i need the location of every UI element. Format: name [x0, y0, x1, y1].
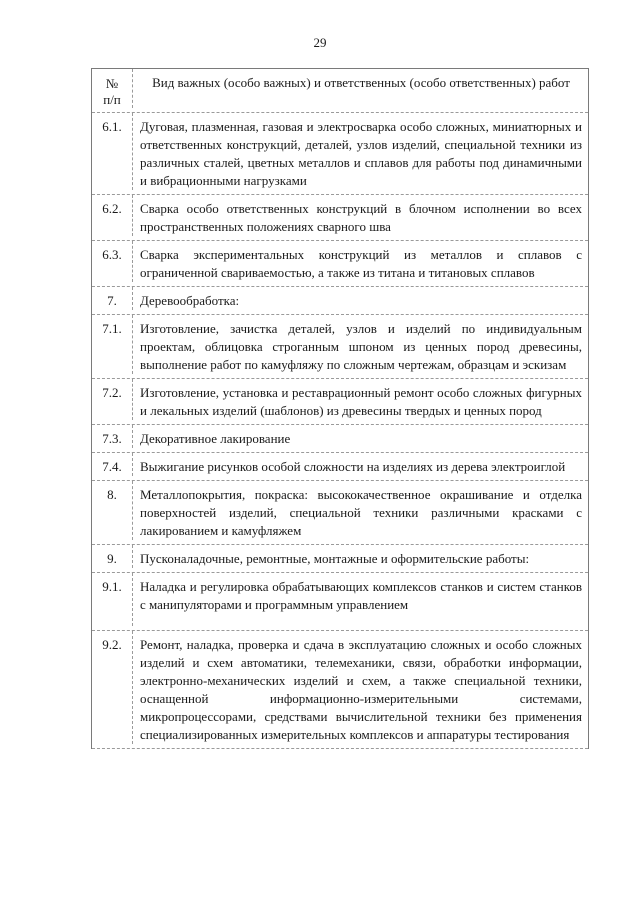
row-number-cell: 7.4.: [92, 453, 133, 476]
row-text-cell: Сварка особо ответственных конструкций в блочном исполнении во всех пространственных положениях сварного шва: [140, 201, 582, 234]
row-number-cell: 9.: [92, 545, 133, 568]
table-header-row: [92, 69, 588, 113]
row-number-cell: 7.1.: [92, 315, 133, 374]
table-row: [92, 631, 588, 749]
header-title-cell: Вид важных (особо важных) и ответственных (особо ответственных) работ: [152, 75, 570, 90]
table-row: [92, 453, 588, 481]
row-text-cell: Декоративное лакирование: [140, 431, 291, 446]
header-number-cell: № п/п: [92, 69, 133, 108]
row-text-cell: Изготовление, установка и реставрационный ремонт особо сложных фигурных и лекальных изделий (шаблонов) из древесины твердых и ценных пород: [140, 385, 582, 418]
table-row: [92, 545, 588, 573]
row-text-cell: Дуговая, плазменная, газовая и электросварка особо сложных, миниатюрных и ответственных конструкций, деталей, узлов изделий, специальной техники из различных сталей, цветных металлов и сплавов для работы под динамичными и вибрационными нагрузками: [140, 119, 582, 188]
row-text-cell: Ремонт, наладка, проверка и сдача в эксплуатацию сложных и особо сложных изделий и схем автоматики, телемеханики, связи, обработки информации, электронно-механических изделий и схем, а также специальной техники, оснащенной информационно-измерительными системами, микропроцессорами, средствами вычислительной техники без применения специализированных измерительных комплексов и аппаратуры тестирования: [140, 637, 582, 742]
table-row: [92, 241, 588, 287]
row-text-cell: Сварка экспериментальных конструкций из металлов и сплавов с ограниченной свариваемостью, а также из титана и титановых сплавов: [140, 247, 582, 280]
row-text-cell: Металлопокрытия, покраска: высококачественное окрашивание и отделка поверхностей изделий, специальной техники различными красками с лакированием и камуфляжем: [140, 487, 582, 538]
row-text-cell: Пусконаладочные, ремонтные, монтажные и оформительские работы:: [140, 551, 530, 566]
table-row: [92, 481, 588, 545]
row-number-cell: 6.2.: [92, 195, 133, 236]
row-number-cell: 6.3.: [92, 241, 133, 282]
row-text-cell: Наладка и регулировка обрабатывающих комплексов станков и систем станков с манипуляторами и программным управлением: [140, 579, 582, 612]
row-number-cell: 7.2.: [92, 379, 133, 420]
row-text-cell: Изготовление, зачистка деталей, узлов и изделий по индивидуальным проектам, облицовка строганным шпоном из ценных пород древесины, выполнение работ по камуфляжу по сложным чертежам, образцам и эскизам: [140, 321, 582, 372]
table-row: [92, 379, 588, 425]
table-row: [92, 287, 588, 315]
row-number-cell: 7.: [92, 287, 133, 310]
table-row: [92, 573, 588, 631]
table-row: [92, 425, 588, 453]
row-number-cell: 7.3.: [92, 425, 133, 448]
page-number: 29: [313, 35, 327, 50]
table-row: [92, 315, 588, 379]
row-text-cell: Выжигание рисунков особой сложности на изделиях из дерева электроиглой: [140, 459, 566, 474]
row-number-cell: 6.1.: [92, 113, 133, 190]
row-number-cell: 9.1.: [92, 573, 133, 626]
table-row: [92, 113, 588, 195]
row-text-cell: Деревообработка:: [140, 293, 240, 308]
row-number-cell: 9.2.: [92, 631, 133, 744]
row-number-cell: 8.: [92, 481, 133, 540]
works-table: [91, 68, 589, 749]
table-row: [92, 195, 588, 241]
table-body: [92, 113, 588, 749]
